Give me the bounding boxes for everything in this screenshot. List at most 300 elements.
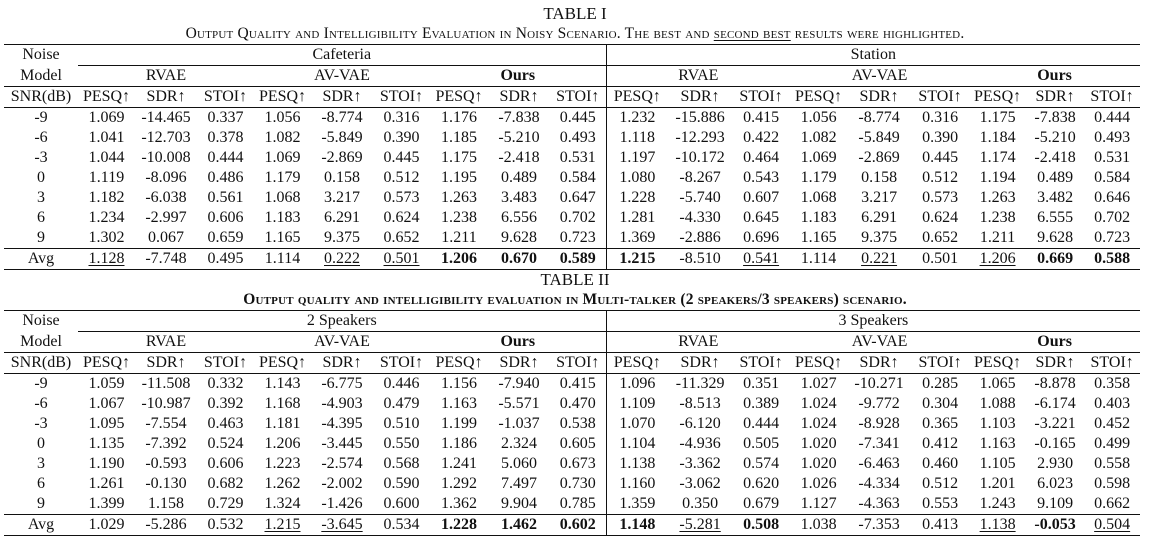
table-cell: -2.002	[321, 475, 363, 492]
model-header: AV-VAE	[254, 66, 430, 87]
table-cell: 1.143	[254, 374, 311, 395]
avg-cell	[550, 249, 606, 270]
table-cell: 0.646	[1094, 189, 1131, 206]
row-label-noise: Noise	[4, 311, 78, 332]
table-cell: 0.652	[922, 229, 959, 246]
metric-header: PESQ↑	[606, 353, 668, 374]
table-cell: 0.464	[743, 149, 780, 166]
table-cell: -0.165	[1034, 435, 1076, 452]
table-cell: -7.940	[488, 374, 550, 395]
table-cell: -4.334	[858, 475, 900, 492]
table-row	[4, 208, 1140, 228]
caption-segment: Output quality and intelligibility evaluation in Multi-talker (2 speakers/3 speakers) scenario.	[243, 291, 907, 308]
table-cell: 9.109	[1037, 495, 1074, 512]
avg-value: -5.281	[679, 516, 721, 533]
metric-header: SDR↑	[488, 353, 550, 374]
avg-value: 0.495	[207, 250, 244, 267]
table-cell: 1.041	[88, 129, 125, 146]
table-cell: -9.772	[858, 395, 900, 412]
metric-header: PESQ↑	[430, 87, 488, 108]
metric-header: STOI↑	[1084, 353, 1140, 374]
row-label-snr: SNR(dB)	[4, 87, 78, 108]
table-cell: 0.316	[911, 108, 969, 129]
avg-value: 0.670	[501, 250, 537, 267]
table-cell: 1.067	[88, 395, 125, 412]
table-cell: 1.262	[264, 475, 301, 492]
table-cell: 0.573	[922, 189, 959, 206]
table-cell: 1.359	[619, 495, 656, 512]
table-cell: 1.104	[619, 435, 656, 452]
avg-cell	[550, 515, 606, 536]
table-cell: 0.673	[550, 454, 606, 474]
caption-segment: and	[681, 25, 714, 42]
table-cell: 1.158	[148, 495, 184, 512]
table-1	[0, 4, 1150, 270]
metric-header: PESQ↑	[969, 87, 1026, 108]
avg-cell	[254, 515, 311, 536]
table-cell: -6.174	[1034, 395, 1076, 412]
model-header: AV-VAE	[790, 66, 969, 87]
avg-cell	[488, 249, 550, 270]
table-cell: 0.512	[922, 475, 959, 492]
table-cell: -3.221	[1034, 415, 1076, 432]
avg-cell	[78, 249, 135, 270]
snr-value: -3	[34, 149, 48, 166]
avg-value: 0.504	[1094, 516, 1131, 533]
table-cell: 0.606	[207, 209, 244, 226]
metric-header: STOI↑	[197, 353, 254, 374]
avg-cell	[668, 249, 732, 270]
avg-value: 1.148	[619, 516, 656, 533]
table-cell: -8.928	[858, 415, 900, 432]
table-cell: 0.682	[207, 475, 244, 492]
avg-value: 1.114	[800, 250, 837, 267]
snr-value: 9	[37, 495, 45, 512]
table-cell: 6.556	[501, 209, 537, 226]
table-cell: 0.350	[682, 495, 719, 512]
table-cell: 0.505	[743, 435, 780, 452]
table-cell: 9.904	[501, 495, 537, 512]
metric-header: STOI↑	[732, 87, 790, 108]
metric-header: STOI↑	[911, 87, 969, 108]
avg-value: 0.534	[383, 516, 420, 533]
table-cell: 0.624	[922, 209, 959, 226]
table-cell: 1.096	[606, 374, 668, 395]
table-cell: 1.080	[619, 169, 656, 186]
table-cell: 1.183	[264, 209, 301, 226]
avg-cell	[969, 249, 1026, 270]
table-cell: 0.463	[207, 415, 244, 432]
table-cell: 1.211	[441, 229, 477, 246]
table-cell: 9.628	[1037, 229, 1074, 246]
avg-cell	[430, 515, 488, 536]
table-cell: 1.175	[969, 108, 1026, 129]
table-cell: -5.210	[1034, 129, 1076, 146]
table-cell: 0.531	[550, 148, 606, 168]
metric-header: STOI↑	[732, 353, 790, 374]
avg-value: 1.462	[501, 516, 537, 533]
table-cell: 1.026	[800, 475, 837, 492]
table-cell: 0.158	[861, 169, 898, 186]
table-cell: 1.135	[88, 435, 125, 452]
table-cell: 3.483	[501, 189, 537, 206]
metric-header: PESQ↑	[790, 87, 847, 108]
table-cell: 2.930	[1037, 455, 1074, 472]
avg-value: 1.029	[88, 516, 125, 533]
avg-value: -3.645	[321, 516, 363, 533]
table-cell: -10.008	[141, 149, 191, 166]
metric-header: SDR↑	[1026, 87, 1084, 108]
table-cell: 1.020	[800, 435, 837, 452]
table-cell: 0.607	[743, 189, 780, 206]
table-cell: 1.082	[800, 129, 837, 146]
metric-header: PESQ↑	[606, 87, 668, 108]
table-cell: 0.444	[1084, 108, 1140, 129]
avg-value: 0.669	[1037, 250, 1074, 267]
table-cell: -2.869	[321, 149, 363, 166]
table-cell: 1.181	[264, 415, 301, 432]
table-row	[4, 108, 1140, 129]
table-cell: 1.165	[800, 229, 837, 246]
table-row	[4, 434, 1140, 454]
table-cell: -15.886	[668, 108, 732, 129]
avg-label: Avg	[4, 515, 78, 536]
table-cell: -2.869	[858, 149, 900, 166]
caption-segment: best	[653, 25, 682, 42]
table-cell: 1.197	[619, 149, 656, 166]
group-header: Cafeteria	[78, 45, 606, 66]
metric-header: PESQ↑	[790, 353, 847, 374]
table-cell: -10.987	[141, 395, 191, 412]
table-cell: 0.067	[148, 229, 184, 246]
table-cell: 0.316	[373, 108, 430, 129]
table-cell: 1.056	[254, 108, 311, 129]
table-cell: 0.415	[550, 374, 606, 395]
avg-value: 1.114	[264, 250, 301, 267]
table-cell: 0.444	[207, 149, 244, 166]
table-cell: -5.849	[321, 129, 363, 146]
table-cell: 1.186	[441, 435, 477, 452]
table-row	[4, 148, 1140, 168]
metric-header: SDR↑	[135, 87, 197, 108]
avg-value: 0.588	[1094, 250, 1131, 267]
avg-row	[4, 249, 1140, 270]
table-row	[4, 394, 1140, 414]
table-cell: 0.512	[383, 169, 420, 186]
snr-value: -6	[34, 129, 48, 146]
table-row	[4, 188, 1140, 208]
table-cell: 1.044	[88, 149, 125, 166]
table-cell: 0.285	[911, 374, 969, 395]
table-cell: 0.543	[743, 169, 780, 186]
table-cell: 0.512	[922, 169, 959, 186]
table-cell: 0.389	[743, 395, 780, 412]
table-cell: 0.558	[1094, 455, 1131, 472]
table-cell: 1.082	[264, 129, 301, 146]
table-cell: 0.568	[383, 455, 420, 472]
metric-header: STOI↑	[911, 353, 969, 374]
table-cell: 0.365	[922, 415, 959, 432]
avg-value: 1.215	[264, 516, 301, 533]
table-cell: 1.109	[619, 395, 656, 412]
table-2	[0, 270, 1150, 536]
avg-value: 1.228	[441, 516, 477, 533]
table-cell: 0.573	[383, 189, 420, 206]
avg-cell	[430, 249, 488, 270]
table-cell: 1.069	[800, 149, 837, 166]
table-cell: 1.119	[88, 169, 125, 186]
table-cell: 0.392	[207, 395, 244, 412]
table-cell: -3.445	[321, 435, 363, 452]
metric-header: STOI↑	[550, 353, 606, 374]
table-cell: -0.130	[145, 475, 187, 492]
avg-value: 0.222	[324, 250, 360, 267]
table-cell: 0.723	[550, 228, 606, 249]
table-cell: 1.302	[88, 229, 125, 246]
table-cell: 1.024	[800, 395, 837, 412]
avg-cell	[847, 249, 911, 270]
avg-cell	[135, 515, 197, 536]
table-cell: 1.068	[264, 189, 301, 206]
table-cell: 0.415	[732, 108, 790, 129]
table-cell: -8.096	[145, 169, 187, 186]
table-cell: 1.095	[88, 415, 125, 432]
table-cell: 1.069	[264, 149, 301, 166]
table-cell: -7.392	[145, 435, 187, 452]
table-cell: 0.600	[383, 495, 420, 512]
table-cell: -6.038	[145, 189, 187, 206]
table-caption	[0, 24, 1150, 44]
table-cell: 0.403	[1094, 395, 1131, 412]
table-cell: 0.445	[383, 149, 420, 166]
caption-segment: Output Quality and Intelligibility Evaluation in Noisy Scenario. The	[185, 25, 654, 42]
table-cell: 1.228	[619, 189, 656, 206]
table-cell: 1.138	[619, 455, 656, 472]
metric-header: PESQ↑	[78, 87, 135, 108]
avg-cell	[668, 515, 732, 536]
table-cell: 0.659	[207, 229, 244, 246]
table-cell: 1.179	[264, 169, 301, 186]
avg-cell	[311, 515, 373, 536]
table-cell: 5.060	[501, 455, 537, 472]
metric-header: SDR↑	[847, 353, 911, 374]
table-cell: -6.120	[679, 415, 721, 432]
row-label-snr: SNR(dB)	[4, 353, 78, 374]
table-row	[4, 228, 1140, 249]
table-cell: -5.571	[498, 395, 540, 412]
metric-header: STOI↑	[1084, 87, 1140, 108]
snr-value: -3	[34, 415, 48, 432]
table-cell: 6.291	[861, 209, 898, 226]
table-cell: 1.163	[979, 435, 1016, 452]
table-cell: 1.168	[264, 395, 301, 412]
table-cell: 1.127	[800, 495, 837, 512]
table-cell: -8.267	[679, 169, 721, 186]
table-cell: 0.584	[550, 168, 606, 188]
table-cell: 1.174	[979, 149, 1016, 166]
snr-value: 3	[37, 455, 45, 472]
table-cell: 3.217	[324, 189, 360, 206]
table-cell: 1.261	[88, 475, 125, 492]
metric-header: SDR↑	[847, 87, 911, 108]
table-cell: -5.849	[858, 129, 900, 146]
snr-value: 0	[37, 435, 45, 452]
table-cell: 0.390	[383, 129, 420, 146]
table-cell: 1.068	[800, 189, 837, 206]
table-cell: -4.395	[321, 415, 363, 432]
table-cell: 0.606	[207, 455, 244, 472]
table-row	[4, 454, 1140, 474]
table-cell: -3.062	[679, 475, 721, 492]
table-cell: 1.263	[441, 189, 477, 206]
table-cell: 1.103	[979, 415, 1016, 432]
table-cell: 0.574	[743, 455, 780, 472]
table-cell: 0.605	[550, 434, 606, 454]
metric-header: SDR↑	[311, 353, 373, 374]
table-cell: 0.662	[1094, 495, 1131, 512]
table-cell: 0.584	[1094, 169, 1131, 186]
avg-cell	[732, 249, 790, 270]
table-cell: -2.886	[679, 229, 721, 246]
table-cell: 0.620	[743, 475, 780, 492]
results-table	[4, 310, 1140, 536]
snr-value: -6	[34, 395, 48, 412]
table-cell: -7.341	[858, 435, 900, 452]
table-cell: 1.156	[430, 374, 488, 395]
table-cell: 0.645	[743, 209, 780, 226]
avg-value: 1.206	[979, 250, 1016, 267]
snr-value: 6	[37, 209, 45, 226]
table-cell: 0.510	[383, 415, 420, 432]
avg-value: 0.602	[559, 516, 596, 533]
avg-value: -7.353	[858, 516, 900, 533]
model-header: Ours	[969, 66, 1140, 87]
table-cell: -7.838	[488, 108, 550, 129]
avg-value: -5.286	[145, 516, 187, 533]
table-cell: 7.497	[501, 475, 537, 492]
metric-header: SDR↑	[668, 87, 732, 108]
table-cell: 0.493	[550, 128, 606, 148]
table-cell: -11.508	[135, 374, 197, 395]
avg-row	[4, 515, 1140, 536]
snr-value: 9	[37, 229, 45, 246]
table-cell: 1.234	[88, 209, 125, 226]
avg-value: 1.038	[800, 516, 837, 533]
table-cell: 0.304	[922, 395, 959, 412]
table-cell: -0.593	[145, 455, 187, 472]
table-cell: 1.206	[264, 435, 301, 452]
avg-cell	[1026, 515, 1084, 536]
table-cell: 0.598	[1094, 475, 1131, 492]
table-cell: 0.422	[743, 129, 780, 146]
avg-cell	[1084, 249, 1140, 270]
table-cell: -12.293	[675, 129, 725, 146]
avg-value: 1.215	[619, 250, 656, 267]
table-cell: 1.194	[979, 169, 1016, 186]
avg-cell	[488, 515, 550, 536]
snr-value: 6	[37, 475, 45, 492]
table-cell: -5.740	[679, 189, 721, 206]
table-cell: 0.351	[732, 374, 790, 395]
table-cell: 1.024	[800, 415, 837, 432]
table-cell: -1.426	[321, 495, 363, 512]
metric-header: PESQ↑	[78, 353, 135, 374]
avg-cell	[78, 515, 135, 536]
table-cell: 0.561	[207, 189, 244, 206]
table-cell: 9.628	[501, 229, 537, 246]
table-cell: 1.175	[441, 149, 477, 166]
metric-header: SDR↑	[311, 87, 373, 108]
table-cell: 0.446	[373, 374, 430, 395]
table-cell: 1.070	[619, 415, 656, 432]
caption-segment: results were highlighted.	[790, 25, 965, 42]
group-header: 3 Speakers	[606, 311, 1140, 332]
table-cell: -12.703	[141, 129, 191, 146]
table-cell: 6.291	[324, 209, 360, 226]
table-cell: -2.574	[321, 455, 363, 472]
table-cell: 0.785	[550, 494, 606, 515]
table-row	[4, 414, 1140, 434]
metric-header: SDR↑	[668, 353, 732, 374]
avg-value: 0.413	[922, 516, 959, 533]
avg-cell	[1026, 249, 1084, 270]
table-cell: -10.271	[847, 374, 911, 395]
avg-label: Avg	[4, 249, 78, 270]
avg-cell	[197, 249, 254, 270]
table-cell: 1.281	[619, 209, 656, 226]
avg-cell	[197, 515, 254, 536]
table-cell: 0.524	[207, 435, 244, 452]
model-header: Ours	[430, 332, 606, 353]
table-cell: 0.489	[1037, 169, 1074, 186]
avg-value: 0.508	[743, 516, 780, 533]
model-header: Ours	[969, 332, 1140, 353]
table-cell: 0.499	[1094, 435, 1131, 452]
avg-cell	[606, 515, 668, 536]
table-cell: -4.363	[858, 495, 900, 512]
table-cell: -8.513	[679, 395, 721, 412]
table-cell: 0.493	[1094, 129, 1131, 146]
table-cell: -6.775	[311, 374, 373, 395]
metric-header: SDR↑	[1026, 353, 1084, 374]
table-cell: -11.329	[668, 374, 732, 395]
table-cell: 0.702	[550, 208, 606, 228]
table-cell: 0.390	[922, 129, 959, 146]
table-cell: 0.538	[550, 414, 606, 434]
table-cell: 1.183	[800, 209, 837, 226]
table-cell: 0.470	[550, 394, 606, 414]
table-cell: 1.182	[88, 189, 125, 206]
table-cell: 1.199	[441, 415, 477, 432]
avg-value: 0.589	[559, 250, 596, 267]
metric-header: PESQ↑	[430, 353, 488, 374]
table-cell: 1.195	[441, 169, 477, 186]
avg-value: 1.206	[441, 250, 477, 267]
avg-cell	[911, 515, 969, 536]
table-row	[4, 168, 1140, 188]
table-cell: 1.399	[88, 495, 125, 512]
table-cell: 2.324	[501, 435, 537, 452]
table-cell: 9.375	[861, 229, 898, 246]
avg-cell	[732, 515, 790, 536]
table-cell: 3.482	[1037, 189, 1074, 206]
table-cell: 0.729	[207, 495, 244, 512]
table-cell: 0.531	[1094, 149, 1131, 166]
table-cell: 1.179	[800, 169, 837, 186]
table-row	[4, 494, 1140, 515]
row-label-model: Model	[20, 66, 62, 84]
table-cell: 0.358	[1084, 374, 1140, 395]
